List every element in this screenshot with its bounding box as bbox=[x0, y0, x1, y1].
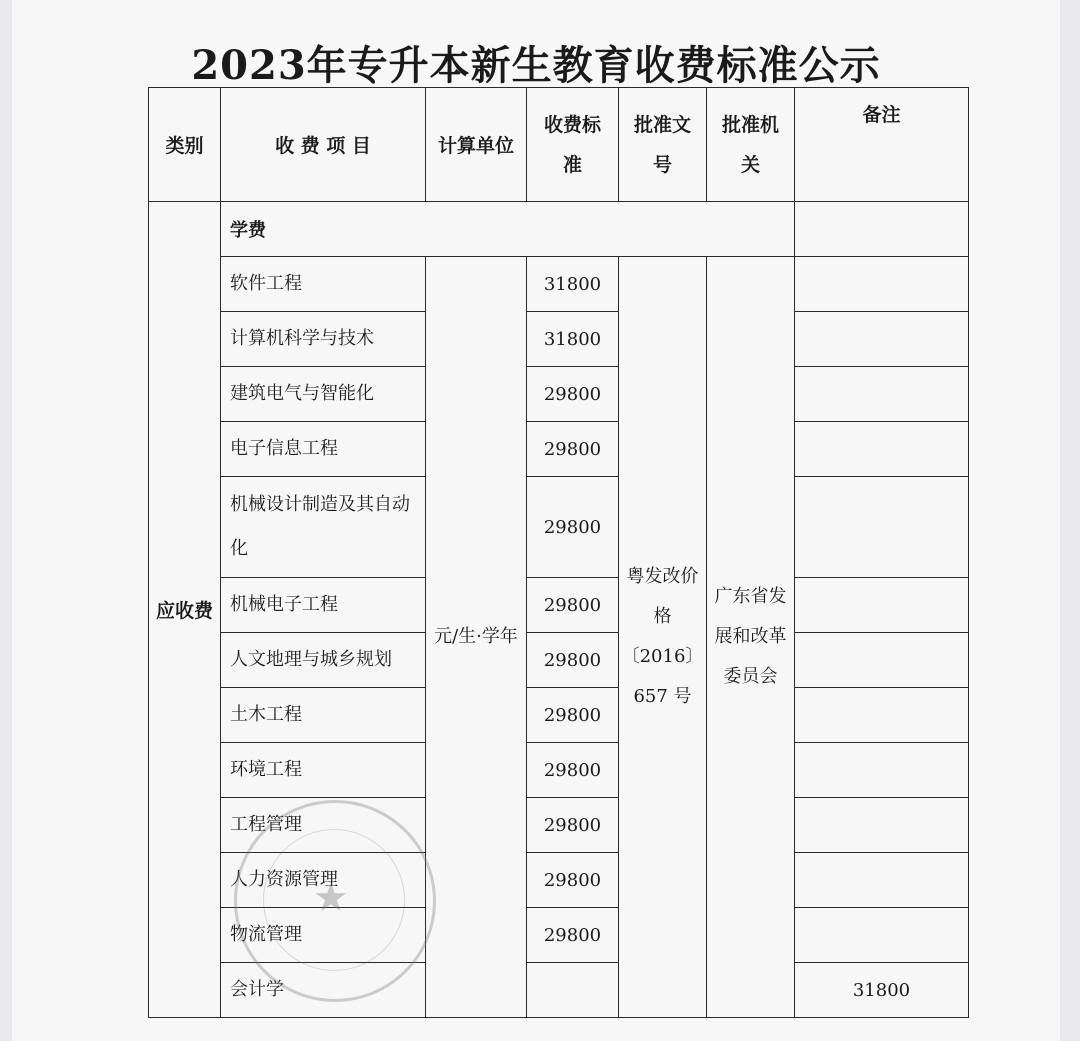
item-fee: 29800 bbox=[527, 853, 619, 908]
header-unit: 计算单位 bbox=[426, 88, 527, 202]
notes-cell bbox=[795, 743, 969, 798]
item-name: 物流管理 bbox=[221, 908, 426, 963]
header-category: 类别 bbox=[149, 88, 221, 202]
notes-cell bbox=[795, 688, 969, 743]
section-title: 学费 bbox=[221, 202, 795, 257]
item-name: 计算机科学与技术 bbox=[221, 312, 426, 367]
item-fee: 31800 bbox=[527, 257, 619, 312]
table-row bbox=[149, 853, 969, 908]
notes-cell bbox=[795, 312, 969, 367]
fee-table bbox=[148, 87, 969, 1018]
star-icon: ★ bbox=[313, 875, 349, 921]
item-name: 工程管理 bbox=[221, 798, 426, 853]
item-fee: 31800 bbox=[795, 963, 969, 1018]
approval-doc-cell bbox=[619, 257, 707, 1018]
unit-cell-blank bbox=[527, 963, 619, 1018]
approval-org-cell bbox=[707, 257, 795, 1018]
notes-cell bbox=[795, 202, 969, 257]
document-page bbox=[12, 0, 1060, 1041]
header-row bbox=[149, 88, 969, 202]
approval-org-line3: 委员会 bbox=[723, 666, 778, 687]
approval-doc-line3: 657 号 bbox=[633, 686, 692, 707]
notes-cell bbox=[795, 367, 969, 422]
table-row bbox=[149, 578, 969, 633]
item-fee: 29800 bbox=[527, 633, 619, 688]
table-row bbox=[149, 908, 969, 963]
item-fee: 29800 bbox=[527, 798, 619, 853]
table-row bbox=[149, 367, 969, 422]
page-title: 2023年专升本新生教育收费标准公示 bbox=[191, 42, 881, 89]
header-item: 收 费 项 目 bbox=[221, 88, 426, 202]
notes-cell bbox=[795, 422, 969, 477]
item-fee: 31800 bbox=[527, 312, 619, 367]
notes-cell bbox=[795, 908, 969, 963]
table-row bbox=[149, 798, 969, 853]
notes-cell bbox=[795, 798, 969, 853]
item-name: 软件工程 bbox=[221, 257, 426, 312]
item-fee: 29800 bbox=[527, 578, 619, 633]
header-approval-org-line2: 关 bbox=[740, 153, 760, 176]
unit-cell: 元/生·学年 bbox=[426, 257, 527, 1018]
item-fee: 29800 bbox=[527, 477, 619, 578]
item-name: 土木工程 bbox=[221, 688, 426, 743]
notes-cell bbox=[795, 633, 969, 688]
table-row bbox=[149, 312, 969, 367]
item-fee: 29800 bbox=[527, 743, 619, 798]
header-approval-org bbox=[707, 88, 795, 202]
item-name bbox=[221, 477, 426, 578]
item-fee: 29800 bbox=[527, 908, 619, 963]
table-row bbox=[149, 477, 969, 578]
item-name: 人文地理与城乡规划 bbox=[221, 633, 426, 688]
approval-doc-line1: 粤发改价 bbox=[626, 566, 699, 587]
header-approval-doc-line1: 批准文 bbox=[633, 113, 691, 136]
item-fee: 29800 bbox=[527, 367, 619, 422]
approval-org-line1: 广东省发 bbox=[714, 586, 787, 607]
table-row bbox=[149, 257, 969, 312]
notes-cell bbox=[795, 578, 969, 633]
header-standard-line1: 收费标 bbox=[543, 113, 601, 136]
header-approval-org-line1: 批准机 bbox=[721, 113, 779, 136]
approval-doc-line2: 格〔2016〕 bbox=[621, 606, 704, 667]
header-standard-line2: 准 bbox=[562, 153, 582, 176]
table-row bbox=[149, 963, 969, 1018]
item-fee: 29800 bbox=[527, 688, 619, 743]
header-notes: 备注 bbox=[795, 88, 969, 202]
notes-cell bbox=[795, 257, 969, 312]
item-name-line2: 化 bbox=[230, 538, 248, 559]
item-name: 机械电子工程 bbox=[221, 578, 426, 633]
header-approval-doc-line2: 号 bbox=[652, 153, 672, 176]
table-row bbox=[149, 633, 969, 688]
table-row bbox=[149, 743, 969, 798]
item-name: 会计学 bbox=[221, 963, 426, 1018]
item-name: 人力资源管理 bbox=[221, 853, 426, 908]
item-name-line1: 机械设计制造及其自动 bbox=[230, 494, 410, 515]
notes-cell bbox=[795, 853, 969, 908]
item-name: 建筑电气与智能化 bbox=[221, 367, 426, 422]
table-row bbox=[149, 688, 969, 743]
table-row bbox=[149, 422, 969, 477]
section-row bbox=[149, 202, 969, 257]
header-approval-doc bbox=[619, 88, 707, 202]
item-name: 环境工程 bbox=[221, 743, 426, 798]
item-name: 电子信息工程 bbox=[221, 422, 426, 477]
approval-org-line2: 展和改革 bbox=[714, 626, 787, 647]
header-standard bbox=[527, 88, 619, 202]
item-fee: 29800 bbox=[527, 422, 619, 477]
category-cell: 应收费 bbox=[149, 202, 221, 1018]
notes-cell bbox=[795, 477, 969, 578]
